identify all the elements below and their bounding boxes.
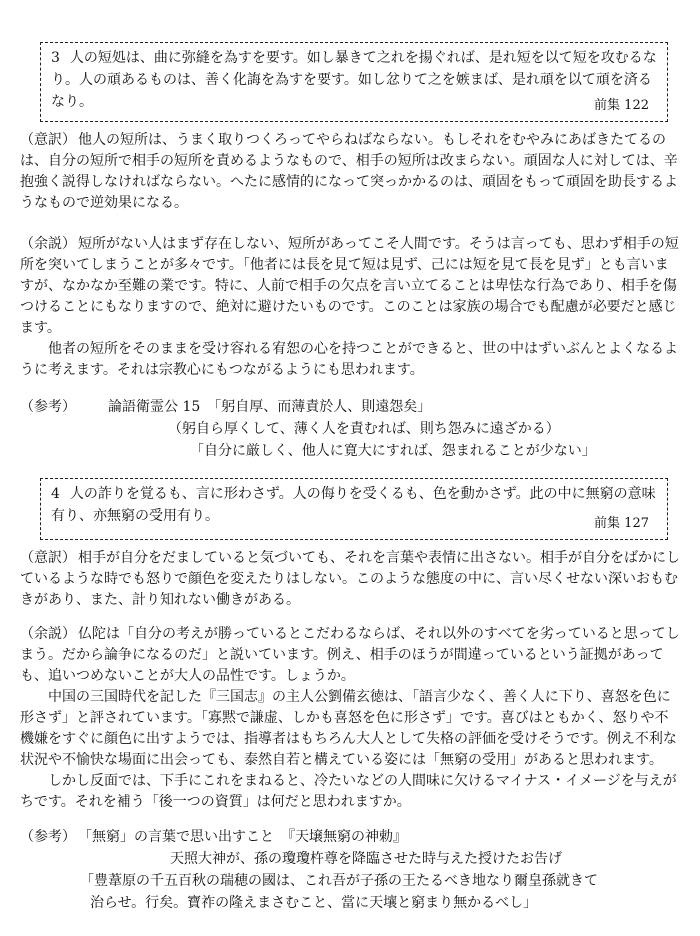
entry-number: 3 xyxy=(51,50,60,66)
reference-line: （躬自ら厚くして、薄く人を責むれば、則ち怨みに遠ざかる） xyxy=(168,421,560,437)
quote-source: 前集 127 xyxy=(594,516,649,531)
comment-paragraph: 短所がない人はまず存在しない、短所があってこそ人間です。そうは言っても、思わず相手の短所を突いてしまうことが多々です。「他者には長を見て短は見ず、己には短を見て長を見ず」とも言いますが、なかなか至難の業です。特に、人前で相手の欠点を言い立てることは卑怯な行為であり、相手を傷つけることにもなりますので、絶対に避けたいものです。このことは家族の場合でも配慮が必要だと感じます。 xyxy=(20,236,679,336)
reference-line: 「無窮」の言葉で思い出すこと 『天壌無窮の神勅』 xyxy=(78,829,407,845)
comment-tag: （余説） xyxy=(20,626,76,642)
reference-line: 「自分に厳しく、他人に寛大にすれば、怨まれることが少ない」 xyxy=(190,443,596,459)
comment-tag: （余説） xyxy=(20,236,76,252)
comment-paragraph: 中国の三国時代を記した『三国志』の主人公劉備玄徳は、「語言少なく、善く人に下り、喜怒を色に形さず」と評されています。「寡黙で謙虚、しかも喜怒を色に形さず」です。喜びはともかく、怒りや不機嫌をすぐに顔色に出すようでは、指導者はもちろん大人として失格の評価を受けそうです。例え不利な状況や不愉快な場面に出会っても、泰然自若と構えている姿には「無窮の受用」があると思われます。 xyxy=(20,689,677,768)
quote-source: 前集 122 xyxy=(594,98,649,113)
quote-box-1 xyxy=(40,42,668,122)
translation-1 xyxy=(20,130,680,214)
comment-paragraph: 他者の短所をそのままを受け容れる宥恕の心を持つことができると、世の中はずいぶんとよくなるように考えます。それは宗教心にもつながるようにも思われます。 xyxy=(20,341,678,378)
quote-text: 人の詐りを覚るも、言に形わさず。人の侮りを受くるも、色を動かさず。此の中に無窮の意味有り、亦無窮の受用有り。 xyxy=(51,486,656,524)
translation-tag: （意訳） xyxy=(20,550,76,566)
reference-2 xyxy=(20,826,680,914)
reference-line: 「豊葦原の千五百秋の瑞穂の國は、これ吾が子孫の王たるべき地なり爾皇孫就きて xyxy=(80,873,598,889)
reference-tag: （参考） xyxy=(20,399,76,415)
translation-text: 他人の短所は、うまく取りつくろってやらねばならない。もしそれをむやみにあばきたてるのは、自分の短所で相手の短所を責めるようなもので、相手の短所は改まらない。頑固な人に対しては、辛抱強く説得しなければならない。へたに感情的になって突っかかるのは、頑固をもって頑固を助長するようなもので逆効果になる。 xyxy=(20,132,678,211)
entry-number: 4 xyxy=(51,486,60,502)
reference-line: 論語衛霊公 15 「躬自厚、而薄責於人、則遠怨矣」 xyxy=(108,399,432,415)
translation-tag: （意訳） xyxy=(20,132,76,148)
quote-box-2 xyxy=(40,478,668,540)
reference-line: 治らせ。行矣。寶祚の隆えまさむこと、當に天壤と窮まり無かるべし」 xyxy=(90,895,538,911)
quote-text: 人の短処は、曲に弥縫を為すを要す。如し暴きて之れを揚ぐれば、是れ短を以て短を攻むるなり。人の頑あるものは、善く化誨を為すを要す。如し忿りて之を嫉まば、是れ頑を以て頑を済るなり。 xyxy=(51,50,657,110)
translation-text: 相手が自分をだましていると気づいても、それを言葉や表情に出さない。相手が自分をばかにしているような時でも怒りで顔色を変えたりはしない。このような態度の中に、言い尽くせない深いおもむきがあり、また、計り知れない働きがある。 xyxy=(20,550,680,608)
reference-1 xyxy=(20,396,680,462)
comment-2 xyxy=(20,624,680,813)
comment-paragraph: 仏陀は「自分の考えが勝っているとこだわるならば、それ以外のすべてを劣っていると思ってしまう。だから論争になるのだ」と説いています。例え、相手のほうが間違っているという証拠があっても、追いつめないことが大人の品性です。しょうか。 xyxy=(20,626,680,684)
translation-2 xyxy=(20,548,680,611)
comment-1 xyxy=(20,234,680,381)
reference-line: 天照大神が、孫の瓊瓊杵尊を降臨させた時与えた授けたお告げ xyxy=(170,851,562,867)
reference-tag: （参考） xyxy=(20,829,76,845)
comment-paragraph: しかし反面では、下手にこれをまねると、冷たいなどの人間味に欠けるマイナス・イメージを与えがちです。それを補う「後一つの資質」は何だと思われますか。 xyxy=(20,773,677,810)
